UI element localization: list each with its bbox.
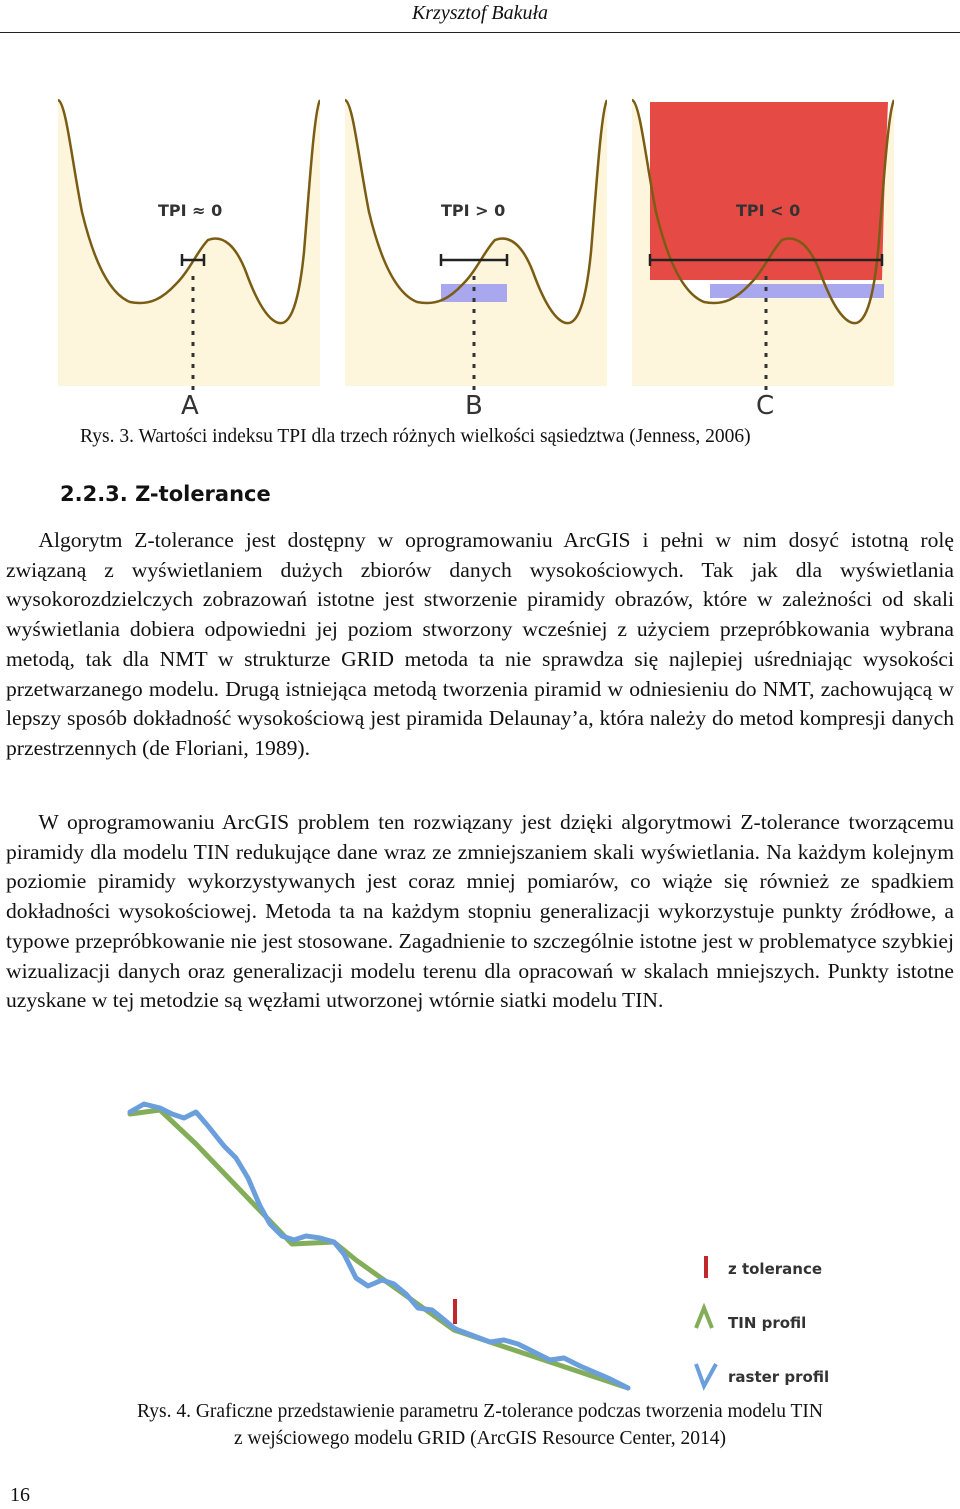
z-tolerance-figure xyxy=(124,1096,836,1402)
raster-profile-line xyxy=(130,1104,628,1388)
figure-3-caption: Rys. 3. Wartości indeksu TPI dla trzech różnych wielkości sąsiedztwa (Jenness, 2006) xyxy=(80,426,751,447)
header-author: Krzysztof Bakuła xyxy=(411,2,549,24)
point-label: A xyxy=(181,391,199,421)
tpi-panel-b xyxy=(345,72,607,424)
figure-4-caption-line-2: z wejściowego modelu GRID (ArcGIS Resource Center, 2014) xyxy=(233,1428,726,1449)
tin-legend-label: TIN profil xyxy=(728,1314,807,1332)
section-heading: 2.2.3. Z-tolerance xyxy=(60,482,271,506)
point-label: B xyxy=(465,391,483,421)
point-label: C xyxy=(756,391,775,421)
tpi-panel-c xyxy=(632,72,894,424)
figure-4-caption xyxy=(0,1398,960,1452)
tpi-label: TPI > 0 xyxy=(441,201,506,220)
paragraph-1: Algorytm Z-tolerance jest dostępny w oprogramowaniu ArcGIS i pełni w nim dosyć istotną rolę związaną z wyświetlaniem dużych zbiorów danych wysokościowych. Tak jak dla wyświetlania wysokorozdzielczych zobrazowań istotne jest stworzenie piramidy obrazów, które w zależności od skali wyświetlania dobiera odpowiedni jej poziom stworzony wcześniej z użyciem przepróbkowania wybrana metodą, tak dla NMT w strukturze GRID metoda ta nie sprawdza się najlepiej uśredniając wysokości przetwarzanego modelu. Drugą istniejąca metodą tworzenia piramid w odniesieniu do NMT, zachowującą w lepszy sposób dokładność wysokościową jest piramida Delaunay’a, która należy do metod kompresji danych przestrzennych (de Floriani, 1989). xyxy=(6,528,954,760)
paragraph-2: W oprogramowaniu ArcGIS problem ten rozwiązany jest dzięki algorytmowi Z-tolerance tworzącemu piramidy dla modelu TIN redukujące dane wraz ze zmniejszaniem skali wyświetlania. Na każdym kolejnym poziomie piramidy wykorzystywanych jest coraz mniej pomiarów, co wiąże się również ze spadkiem dokładności wysokościowej. Metoda ta na każdym stopniu generalizacji wykorzystuje punkty źródłowe, a typowe przepróbkowanie nie jest stosowane. Zagadnienie to szczególnie istotne jest w problematyce szybkiej wizualizacji danych oraz generalizacji modelu terenu dla opracowań w skalach mniejszych. Punkty istotne uzyskane w tej metodzie są węzłami utworzonej wtórnie siatki modelu TIN. xyxy=(6,810,954,1013)
tin-profile-line xyxy=(130,1110,628,1388)
raster-legend-label: raster profil xyxy=(728,1368,830,1386)
z-tolerance-legend-label: z tolerance xyxy=(728,1260,823,1278)
tpi-label: TPI ≈ 0 xyxy=(158,201,223,220)
terrain-area xyxy=(58,100,320,386)
figure-4-caption-line-1: Rys. 4. Graficzne przedstawienie parametru Z-tolerance podczas tworzenia modelu TIN xyxy=(137,1401,823,1422)
tpi-panel-a xyxy=(58,72,320,424)
tpi-figure xyxy=(58,72,894,424)
tin-legend-icon xyxy=(696,1308,712,1328)
tpi-negative-area xyxy=(650,102,888,280)
terrain-area xyxy=(345,100,607,386)
tpi-label: TPI < 0 xyxy=(736,201,801,220)
raster-legend-icon xyxy=(696,1364,716,1386)
page-number: 16 xyxy=(10,1484,30,1506)
running-header xyxy=(0,0,960,33)
